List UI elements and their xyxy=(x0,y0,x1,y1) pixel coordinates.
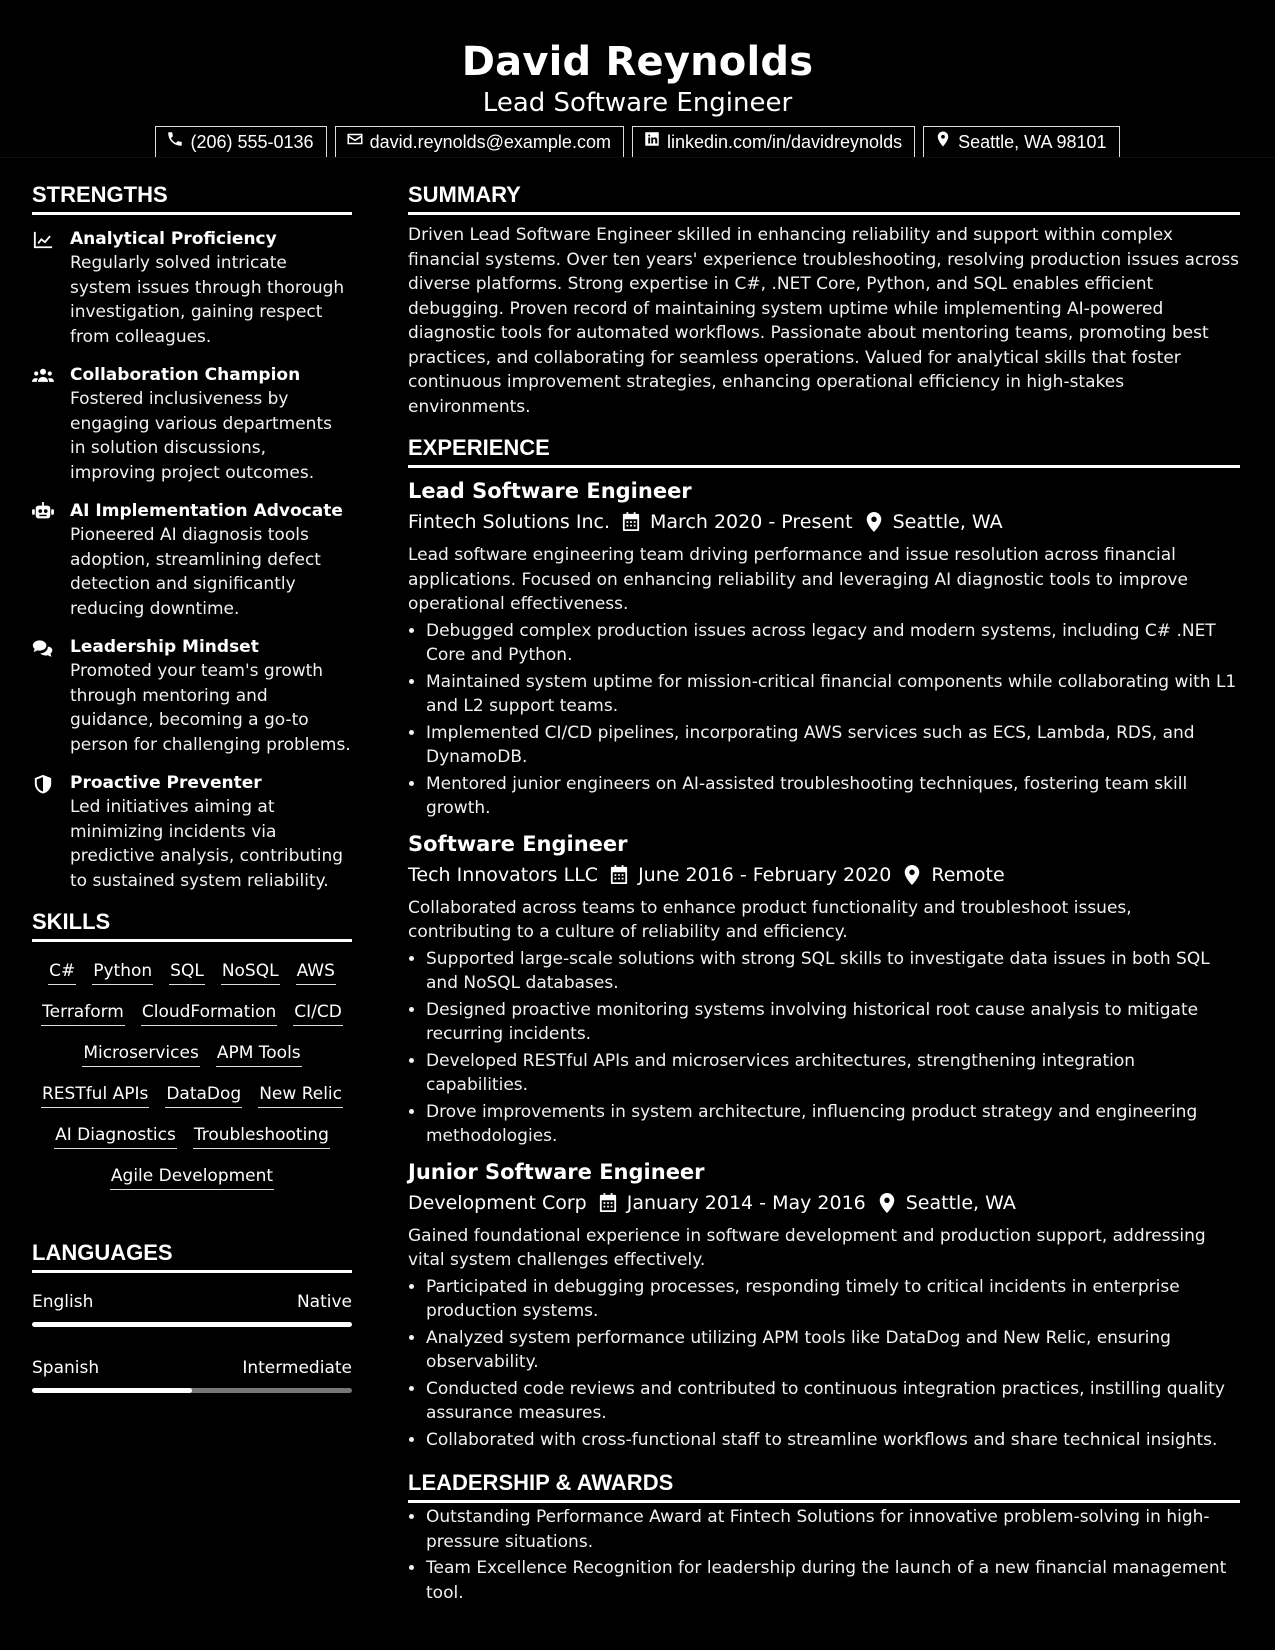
strengths-list xyxy=(32,227,352,893)
job-entry xyxy=(408,1157,1240,1453)
strengths-heading: STRENGTHS xyxy=(32,180,352,215)
proficiency-bar xyxy=(32,1388,352,1393)
shield-icon xyxy=(32,771,70,893)
contact-location[interactable] xyxy=(923,126,1119,158)
job-title: Junior Software Engineer xyxy=(408,1159,705,1184)
comments-icon xyxy=(32,635,70,757)
summary-text: Driven Lead Software Engineer skilled in enhancing reliability and support within complex financial systems. Over ten years' experience troubleshooting, resolving production issues across diverse platforms. Strong expertise in C#, .NET Core, Python, and SQL enables efficient debugging. Proven record of maintaining system uptime while implementing AI-powered diagnostic tools for automated workflows. Passionate about mentoring teams, promoting best practices, and collaborating for seamless operations. Valued for analytical skills that foster continuous improvement strategies, enhancing operational efficiency in high-stakes environments. xyxy=(408,225,1240,417)
job-description: Gained foundational experience in software development and production support, addressing vital system challenges effectively. xyxy=(408,1225,1206,1270)
location-text: Seattle, WA 98101 xyxy=(958,132,1107,152)
proficiency-fill xyxy=(32,1388,192,1393)
job-location: Seattle, WA xyxy=(892,511,1003,533)
job-dates: March 2020 - Present xyxy=(650,511,853,533)
calendar-icon xyxy=(622,512,640,532)
experience-section xyxy=(408,433,1240,1452)
company-name: Tech Innovators LLC xyxy=(408,863,599,886)
skill-tag: AI Diagnostics xyxy=(54,1122,177,1149)
job-location: Seattle, WA xyxy=(905,1191,1016,1214)
award-item: • Outstanding Performance Award at Fintech Solutions for innovative problem-solving in high-pressure situations. xyxy=(426,1505,1240,1554)
job-meta xyxy=(408,507,1240,537)
language-level: Intermediate xyxy=(242,1358,352,1378)
strength-desc: Led initiatives aiming at minimizing incidents via predictive analysis, contributing to sustained system reliability. xyxy=(70,797,344,891)
strength-desc: Promoted your team's growth through mentoring and guidance, becoming a go-to person for challenging problems. xyxy=(70,661,351,755)
bullet-item: • Participated in debugging processes, responding timely to critical incidents in enterprise production systems. xyxy=(426,1275,1240,1324)
bullet-item: • Maintained system uptime for mission-critical financial components while collaborating with L1 and L2 support teams. xyxy=(426,670,1240,719)
strength-title: Collaboration Champion xyxy=(70,365,301,385)
languages-section xyxy=(32,1238,352,1393)
skills-section xyxy=(32,907,352,1190)
strength-desc: Fostered inclusiveness by engaging various departments in solution discussions, improving project outcomes. xyxy=(70,389,332,483)
bullet-item: • Analyzed system performance utilizing APM tools like DataDog and New Relic, ensuring observability. xyxy=(426,1326,1240,1375)
contact-email[interactable] xyxy=(335,126,624,158)
skill-tag: SQL xyxy=(169,958,205,985)
skill-tag: RESTful APIs xyxy=(41,1081,149,1108)
job-bullets xyxy=(408,1275,1240,1453)
skill-tag: New Relic xyxy=(258,1081,343,1108)
proficiency-bar xyxy=(32,1322,352,1327)
skill-tag: CloudFormation xyxy=(141,999,277,1026)
envelope-icon xyxy=(346,129,364,155)
strength-item xyxy=(32,635,352,757)
job-dates: June 2016 - February 2020 xyxy=(638,863,892,886)
header-divider xyxy=(0,157,1275,158)
strength-desc: Regularly solved intricate system issues through thorough investigation, gaining respect from colleagues. xyxy=(70,253,345,347)
contact-linkedin[interactable] xyxy=(632,126,915,158)
strength-item xyxy=(32,363,352,485)
bullet-item: • Supported large-scale solutions with strong SQL skills to investigate data issues in both SQL and NoSQL databases. xyxy=(426,947,1240,996)
award-item: • Team Excellence Recognition for leadership during the launch of a new financial management tool. xyxy=(426,1556,1240,1605)
summary-heading: SUMMARY xyxy=(408,180,1240,215)
skill-tag: NoSQL xyxy=(221,958,280,985)
candidate-title: Lead Software Engineer xyxy=(482,88,793,118)
language-item xyxy=(32,1355,352,1393)
strength-title: AI Implementation Advocate xyxy=(70,501,343,521)
job-bullets xyxy=(408,947,1240,1149)
contact-phone[interactable] xyxy=(155,126,326,158)
skill-tag: Agile Development xyxy=(110,1163,274,1190)
job-entry xyxy=(408,476,1240,821)
calendar-icon xyxy=(610,865,628,885)
skill-tag: CI/CD xyxy=(293,999,343,1026)
right-column xyxy=(408,180,1240,1607)
strength-item xyxy=(32,499,352,621)
job-description: Collaborated across teams to enhance product functionality and troubleshoot issues, contributing to a culture of reliability and efficiency. xyxy=(408,897,1132,942)
language-name: Spanish xyxy=(32,1358,100,1378)
job-entry xyxy=(408,829,1240,1149)
job-title: Software Engineer xyxy=(408,831,628,856)
location-pin-icon xyxy=(865,512,883,532)
language-level: Native xyxy=(296,1292,352,1312)
strength-desc: Pioneered AI diagnosis tools adoption, streamlining defect detection and significantly reducing downtime. xyxy=(70,525,321,619)
skills-list xyxy=(32,958,352,1190)
calendar-icon xyxy=(599,1193,617,1213)
bullet-item: • Conducted code reviews and contributed to continuous integration practices, instilling quality assurance measures. xyxy=(426,1377,1240,1426)
leadership-list xyxy=(408,1505,1240,1605)
job-description: Lead software engineering team driving performance and issue resolution across financial applications. Focused on enhancing reliability and leveraging AI diagnostic tools to improve operational effectiveness. xyxy=(408,545,1188,614)
company-name: Fintech Solutions Inc. xyxy=(408,511,611,533)
bullet-item: • Developed RESTful APIs and microservices architectures, strengthening integration capabilities. xyxy=(426,1049,1240,1098)
skill-tag: DataDog xyxy=(165,1081,242,1108)
location-pin-icon xyxy=(878,1193,896,1213)
leadership-heading: LEADERSHIP & AWARDS xyxy=(408,1468,1240,1503)
phone-text: (206) 555-0136 xyxy=(190,132,314,152)
email-text: david.reynolds@example.com xyxy=(369,132,611,152)
candidate-name: David Reynolds xyxy=(461,39,814,85)
chart-line-icon xyxy=(32,227,70,349)
job-bullets xyxy=(408,619,1240,821)
bullet-item: • Mentored junior engineers on AI-assisted troubleshooting techniques, fostering team skill growth. xyxy=(426,772,1240,821)
robot-icon xyxy=(32,499,70,621)
languages-heading: LANGUAGES xyxy=(32,1238,352,1273)
strength-title: Proactive Preventer xyxy=(70,773,262,793)
job-location: Remote xyxy=(931,863,1005,886)
bullet-item: • Debugged complex production issues across legacy and modern systems, including C# .NET Core and Python. xyxy=(426,619,1240,668)
linkedin-text: linkedin.com/in/davidreynolds xyxy=(666,132,903,152)
location-pin-icon xyxy=(903,865,921,885)
skill-tag: Terraform xyxy=(41,999,125,1026)
skill-tag: Troubleshooting xyxy=(193,1122,330,1149)
leadership-section xyxy=(408,1468,1240,1605)
phone-icon xyxy=(166,129,184,155)
job-meta xyxy=(408,860,1240,890)
job-title: Lead Software Engineer xyxy=(408,479,692,503)
resume-header xyxy=(0,0,1275,158)
strength-item xyxy=(32,227,352,349)
language-item xyxy=(32,1289,352,1327)
language-name: English xyxy=(32,1292,94,1312)
skills-heading: SKILLS xyxy=(32,907,352,942)
linkedin-icon xyxy=(643,129,661,155)
company-name: Development Corp xyxy=(408,1191,587,1214)
job-meta xyxy=(408,1188,1240,1218)
bullet-item: • Collaborated with cross-functional staff to streamline workflows and share technical insights. xyxy=(426,1428,1240,1453)
strength-title: Analytical Proficiency xyxy=(70,229,277,249)
strength-title: Leadership Mindset xyxy=(70,637,259,657)
bullet-item: • Designed proactive monitoring systems involving historical root cause analysis to mitigate recurring incidents. xyxy=(426,998,1240,1047)
strength-item xyxy=(32,771,352,893)
skill-tag: C# xyxy=(48,958,76,985)
proficiency-fill xyxy=(32,1322,352,1327)
location-pin-icon xyxy=(934,129,952,155)
bullet-item: • Drove improvements in system architecture, influencing product strategy and engineering methodologies. xyxy=(426,1100,1240,1149)
contact-bar xyxy=(0,126,1275,158)
left-column xyxy=(32,180,352,1393)
job-dates: January 2014 - May 2016 xyxy=(626,1191,866,1214)
skill-tag: Python xyxy=(92,958,153,985)
skill-tag: AWS xyxy=(296,958,336,985)
users-icon xyxy=(32,363,70,485)
skill-tag: Microservices xyxy=(82,1040,200,1067)
experience-heading: EXPERIENCE xyxy=(408,433,1240,468)
skill-tag: APM Tools xyxy=(216,1040,302,1067)
bullet-item: • Implemented CI/CD pipelines, incorporating AWS services such as ECS, Lambda, RDS, and DynamoDB. xyxy=(426,721,1240,770)
